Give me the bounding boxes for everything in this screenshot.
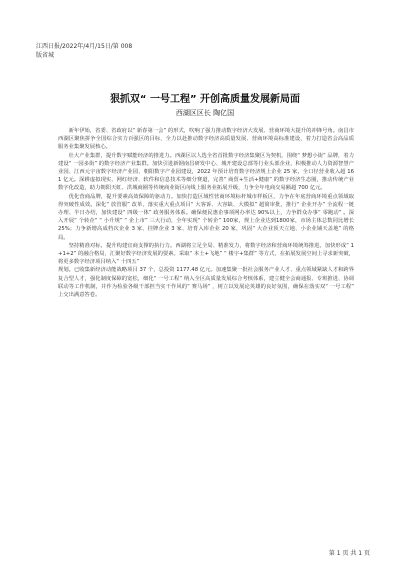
paragraph: 坚持精准对标，提升构建宜商支撑的执行力。西湖将立足全局、精准发力，将数字经济和营商环境统筹推进。加快形成“ 1+1+2” 的融合格局，汇聚好数字经济发展的要素。采取“ 本土+飞地” “ 楼宇+集群” 等方式，在拓展发展空间上寻求新突破，将更多数字经济项目纳入“ 十四五” — [58, 242, 354, 266]
article-body — [58, 127, 354, 299]
paragraph: 优化营商品牌，提升要素高效保障的驱动力。加快打造区域性营商环境标杆城市样板区，力争在年底营商环境重点领域取得突破性成效。深化“ 放管服” 改革，落实重大重点项目“ 大客诉、大容缺、大模拟” 超简审批，推行“ 企业开办” 全流程一链办理、半日办结，加快建设“ 四级一体” 政务服务体系。确保便民惠企事项网办率达 90%以上，力争群众办事“ 零跑动” 。深入开展“ 个转企” “ 小升规” “ 企上市” 三大行动，全年实现“ 个转企” 100家，规上企业达到1800家，市场主体总数同比增长 25%；力争新增高成档次企业 3 家、挂牌企业 3 家、培育入库企业 20 家，巩固“ 大企业顶天立地、小企业铺天盖地” 的格局。 — [58, 193, 354, 241]
page-number: 第 1 页 共 1 页 — [328, 550, 370, 557]
article-author: 西湖区区长 陶亿国 — [175, 109, 235, 117]
source-line-1: 江西日报/2022年/4月/15日/第 008 — [36, 43, 133, 50]
paragraph: 壮大产业集群，提升数字赋能经济的推进力。西湖区以人选全省首批数字经济集聚区为契机，围绕“ 梦想小街” 品牌，着力建设“ 一园多街” 的数字经济产业集群。加快引进新钢南昌研发中心、城开建设总部等行业头部企业，积极推动人力资源智慧产业园、江西元宇宙数字经济产业园、朝阳数字产业园建设，2022 年预计培育数字经济规上企业 25 家，全口径营业收入超 161 亿元。深耕虚拟现实、网红经济、软件和信息技术等细分赛道，完善“ 商贸+生活+健康” 的数字经济生态圈，推动传统产业数字化改造，助力朝阳天虹、洪城商圈等传统商业街区向线上服务业拓展升级，力争全年电商交易额超 700 亿元。 — [58, 152, 354, 192]
article-title: 狠抓双“ 一号工程” 开创高质量发展新局面 — [109, 94, 301, 105]
paragraph: 规划。已收集新经济动能战略项目 37 个，总投资 1177.48 亿元。加速集聚一批社会服务产业人才、重点领域紧缺人才和跨界复合型人才，强化制度保障的宽松，细化“ 一号工程” 纳入全区高质量发展综合考核体系，建立健全会商通报、专班推进、协调联动等工作机制，并作为检验各级干部担当实干作风的“ 赛马场” ，树立以发展论英雄的良好氛围，确保在落实双“ 一号工程” 上交出满意答卷。 — [58, 267, 354, 299]
source-info — [36, 42, 132, 60]
paragraph: 新年伊始，省委、省政府以“ 新春第一会” 的形式，吹响了强力推动数字经济大发展、营商环境大提升的冲锋号角。南昌市西湖区聚焦拼争全国综合实力百强区的目标，全力以赴推动数字经济高质量发展、营商环境高标准建设，着力打造省会高品质服务业集聚发展核心。 — [58, 128, 354, 151]
source-line-2: 版省城 — [36, 52, 55, 59]
